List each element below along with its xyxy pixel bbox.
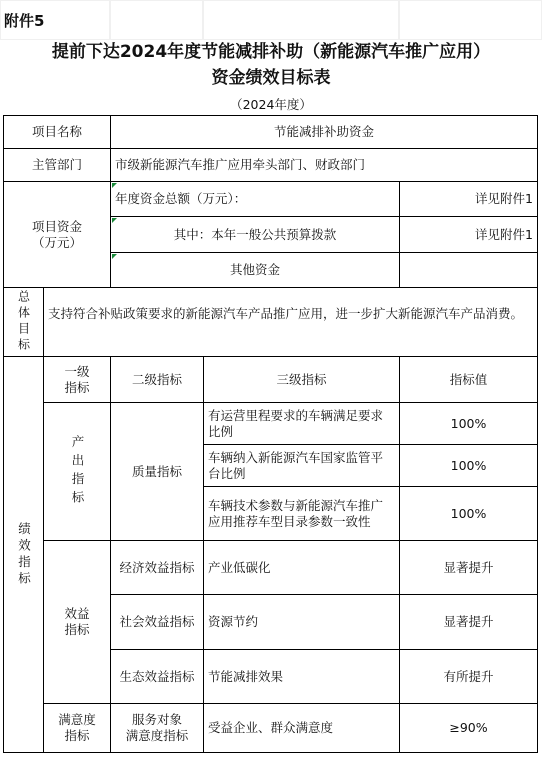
grid-cell <box>399 0 542 40</box>
funds-sub-value: 详见附件1 <box>400 217 538 253</box>
benefit-item-text: 节能减排效果 <box>204 650 400 704</box>
project-name-label: 项目名称 <box>4 116 111 149</box>
benefit-item-text: 资源节约 <box>204 595 400 650</box>
benefit-item-value: 有所提升 <box>400 650 538 704</box>
header-level3: 三级指标 <box>204 357 400 403</box>
cell-marker-icon <box>112 183 117 188</box>
table-title-line2: 资金绩效目标表 <box>211 68 331 88</box>
quality-item-text: 车辆技术参数与新能源汽车推广应用推荐车型目录参数一致性 <box>204 487 400 541</box>
grid-cell <box>110 0 203 40</box>
benefit-item-value: 显著提升 <box>400 595 538 650</box>
quality-item-text: 有运营里程要求的车辆满足要求比例 <box>204 403 400 445</box>
satisfaction-text: 受益企业、群众满意度 <box>204 704 400 753</box>
funds-label: 项目资金 （万元） <box>4 182 111 288</box>
quality-item-value: 100% <box>400 403 538 445</box>
quality-item-value: 100% <box>400 487 538 541</box>
goal-label-cell <box>4 288 44 357</box>
benefit-item-text: 产业低碳化 <box>204 541 400 595</box>
header-level1: 一级 指标 <box>44 357 111 403</box>
output-label-cell <box>44 403 111 541</box>
dept-value: 市级新能源汽车推广应用牵头部门、财政部门 <box>111 149 538 182</box>
funds-other-value <box>400 253 538 288</box>
benefit-label: 效益 指标 <box>44 541 111 704</box>
cell-marker-icon <box>112 254 117 259</box>
annex-label: 附件5 <box>4 12 45 30</box>
funds-other-label: 其他资金 <box>111 253 400 288</box>
performance-table <box>3 115 538 753</box>
satisfaction-category: 服务对象 满意度指标 <box>111 704 204 753</box>
cell-marker-icon <box>112 218 117 223</box>
satisfaction-value: ≥90% <box>400 704 538 753</box>
goal-text: 支持符合补贴政策要求的新能源汽车产品推广应用，进一步扩大新能源汽车产品消费。 <box>44 288 538 357</box>
funds-total-value: 详见附件1 <box>400 182 538 217</box>
goal-label: 总体目标 <box>16 290 31 354</box>
indicators-section-label: 绩效指标 <box>16 521 32 588</box>
benefit-category: 经济效益指标 <box>111 541 204 595</box>
header-value: 指标值 <box>400 357 538 403</box>
grid-cell <box>203 0 399 40</box>
quality-item-value: 100% <box>400 445 538 487</box>
year-label: （2024年度） <box>230 97 312 112</box>
table-title-line1: 提前下达2024年度节能减排补助（新能源汽车推广应用） <box>51 42 491 62</box>
funds-sub-label: 其中：本年一般公共预算拨款 <box>111 217 400 253</box>
satisfaction-label: 满意度 指标 <box>44 704 111 753</box>
benefit-item-value: 显著提升 <box>400 541 538 595</box>
funds-total-label: 年度资金总额（万元）： <box>111 182 400 217</box>
header-level2: 二级指标 <box>111 357 204 403</box>
indicators-section-cell <box>4 357 44 753</box>
benefit-category: 社会效益指标 <box>111 595 204 650</box>
dept-label: 主管部门 <box>4 149 111 182</box>
output-label: 产出指标 <box>70 434 85 509</box>
quality-label: 质量指标 <box>111 403 204 541</box>
quality-item-text: 车辆纳入新能源汽车国家监管平台比例 <box>204 445 400 487</box>
project-name-value: 节能减排补助资金 <box>111 116 538 149</box>
benefit-category: 生态效益指标 <box>111 650 204 704</box>
